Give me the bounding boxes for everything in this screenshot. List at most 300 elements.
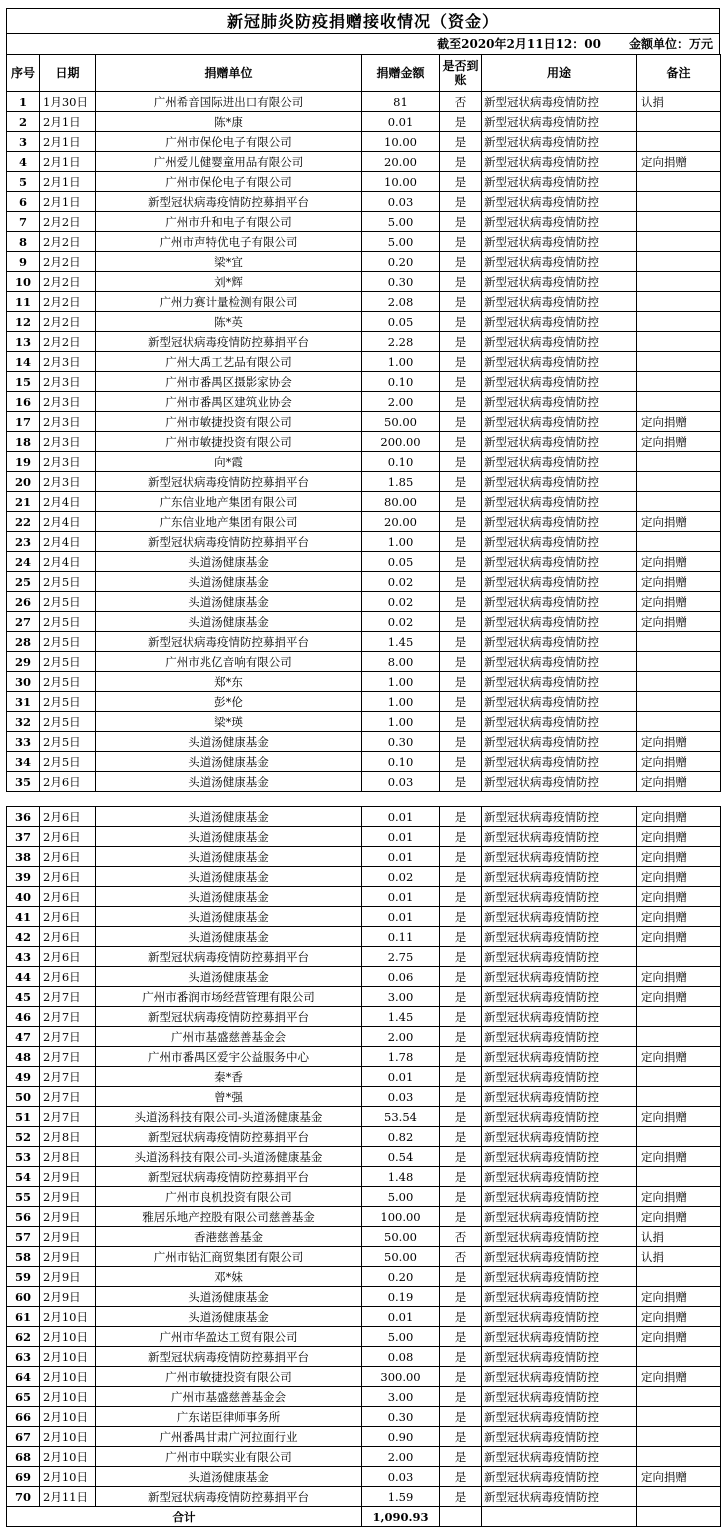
row-date: 2月2日 [40,332,96,352]
row-amount: 0.01 [362,907,440,927]
row-date: 2月5日 [40,692,96,712]
row-donor: 郑*东 [96,672,362,692]
row-index: 6 [7,192,40,212]
row-donor: 广州市番润市场经营管理有限公司 [96,987,362,1007]
table-row [7,572,721,592]
row-index: 45 [7,987,40,1007]
row-index: 42 [7,927,40,947]
row-index: 63 [7,1347,40,1367]
row-index: 58 [7,1247,40,1267]
row-amount: 0.02 [362,592,440,612]
table-row [7,1087,721,1107]
row-note [637,712,721,732]
row-received: 是 [440,212,482,232]
row-amount: 0.10 [362,372,440,392]
row-donor: 头道汤健康基金 [96,1467,362,1487]
row-donor: 梁*宜 [96,252,362,272]
row-received: 是 [440,1427,482,1447]
table-row [7,512,721,532]
donation-sheet [6,8,720,1527]
row-note [637,292,721,312]
row-index: 32 [7,712,40,732]
row-purpose: 新型冠状病毒疫情防控 [482,1227,637,1247]
row-donor: 彭*伦 [96,692,362,712]
table-row [7,1187,721,1207]
row-donor: 广州市番禺区摄影家协会 [96,372,362,392]
row-purpose: 新型冠状病毒疫情防控 [482,1207,637,1227]
row-note: 定向捐赠 [637,1287,721,1307]
row-note: 定向捐赠 [637,772,721,792]
row-index: 28 [7,632,40,652]
row-amount: 1.78 [362,1047,440,1067]
row-amount: 2.75 [362,947,440,967]
row-note [637,1167,721,1187]
col-header-amount: 捐赠金额 [362,55,440,92]
row-note [637,632,721,652]
row-donor: 新型冠状病毒疫情防控募捐平台 [96,1167,362,1187]
row-index: 47 [7,1027,40,1047]
row-date: 2月9日 [40,1267,96,1287]
row-received: 是 [440,1307,482,1327]
row-index: 11 [7,292,40,312]
row-date: 2月2日 [40,232,96,252]
row-received: 是 [440,947,482,967]
row-amount: 0.01 [362,847,440,867]
row-purpose: 新型冠状病毒疫情防控 [482,652,637,672]
row-date: 2月8日 [40,1147,96,1167]
row-date: 2月5日 [40,752,96,772]
row-received: 是 [440,652,482,672]
table-row [7,752,721,772]
row-received: 是 [440,692,482,712]
table-row [7,967,721,987]
table-row [7,1287,721,1307]
table-row [7,452,721,472]
row-donor: 广州市升和电子有限公司 [96,212,362,232]
row-received: 是 [440,132,482,152]
row-donor: 雅居乐地产控股有限公司慈善基金 [96,1207,362,1227]
row-amount: 0.11 [362,927,440,947]
page-break-cell [482,792,637,807]
row-received: 是 [440,632,482,652]
row-date: 2月7日 [40,1007,96,1027]
row-amount: 200.00 [362,432,440,452]
row-date: 2月1日 [40,172,96,192]
row-index: 18 [7,432,40,452]
row-date: 2月9日 [40,1207,96,1227]
row-index: 13 [7,332,40,352]
row-note: 定向捐赠 [637,927,721,947]
row-donor: 广州市良机投资有限公司 [96,1187,362,1207]
row-note [637,392,721,412]
row-note [637,232,721,252]
row-index: 24 [7,552,40,572]
table-row [7,232,721,252]
row-amount: 0.54 [362,1147,440,1167]
row-note: 定向捐赠 [637,432,721,452]
table-row [7,1347,721,1367]
row-date: 2月6日 [40,847,96,867]
row-note: 定向捐赠 [637,847,721,867]
table-row [7,212,721,232]
row-purpose: 新型冠状病毒疫情防控 [482,807,637,827]
row-purpose: 新型冠状病毒疫情防控 [482,1127,637,1147]
row-date: 2月4日 [40,492,96,512]
row-date: 2月7日 [40,987,96,1007]
table-row [7,1247,721,1267]
row-purpose: 新型冠状病毒疫情防控 [482,532,637,552]
row-note [637,212,721,232]
row-index: 57 [7,1227,40,1247]
row-purpose: 新型冠状病毒疫情防控 [482,512,637,532]
row-purpose: 新型冠状病毒疫情防控 [482,172,637,192]
row-purpose: 新型冠状病毒疫情防控 [482,1387,637,1407]
row-received: 是 [440,1207,482,1227]
table-row [7,1307,721,1327]
row-received: 是 [440,1467,482,1487]
row-note: 定向捐赠 [637,907,721,927]
row-purpose: 新型冠状病毒疫情防控 [482,332,637,352]
row-note: 定向捐赠 [637,732,721,752]
row-amount: 0.30 [362,272,440,292]
row-index: 44 [7,967,40,987]
row-index: 2 [7,112,40,132]
col-header-date: 日期 [40,55,96,92]
row-purpose: 新型冠状病毒疫情防控 [482,492,637,512]
row-received: 是 [440,827,482,847]
row-donor: 香港慈善基金 [96,1227,362,1247]
row-purpose: 新型冠状病毒疫情防控 [482,1487,637,1507]
row-index: 5 [7,172,40,192]
row-amount: 1.00 [362,672,440,692]
row-date: 2月7日 [40,1067,96,1087]
row-amount: 0.82 [362,1127,440,1147]
row-amount: 1.85 [362,472,440,492]
total-empty [440,1507,482,1527]
row-index: 38 [7,847,40,867]
row-index: 69 [7,1467,40,1487]
row-date: 2月7日 [40,1107,96,1127]
row-note: 定向捐赠 [637,1207,721,1227]
row-purpose: 新型冠状病毒疫情防控 [482,927,637,947]
row-purpose: 新型冠状病毒疫情防控 [482,312,637,332]
row-received: 是 [440,252,482,272]
table-row [7,352,721,372]
row-date: 2月2日 [40,292,96,312]
row-amount: 81 [362,92,440,112]
row-donor: 广州市保伦电子有限公司 [96,172,362,192]
row-purpose: 新型冠状病毒疫情防控 [482,232,637,252]
table-row [7,987,721,1007]
table-row [7,907,721,927]
row-date: 2月3日 [40,352,96,372]
row-date: 1月30日 [40,92,96,112]
row-received: 是 [440,927,482,947]
table-row [7,1027,721,1047]
row-donor: 广州力赛计量检测有限公司 [96,292,362,312]
row-received: 是 [440,1387,482,1407]
row-amount: 0.90 [362,1427,440,1447]
row-amount: 50.00 [362,1247,440,1267]
row-amount: 2.00 [362,1447,440,1467]
table-row [7,192,721,212]
row-date: 2月6日 [40,887,96,907]
row-amount: 0.01 [362,887,440,907]
row-date: 2月5日 [40,592,96,612]
table-row [7,332,721,352]
row-donor: 广州市华盈达工贸有限公司 [96,1327,362,1347]
table-body [7,92,721,1527]
row-note [637,1447,721,1467]
row-received: 是 [440,292,482,312]
row-note: 定向捐赠 [637,987,721,1007]
row-note [637,452,721,472]
row-date: 2月10日 [40,1427,96,1447]
table-row [7,1147,721,1167]
row-received: 是 [440,1147,482,1167]
row-amount: 300.00 [362,1367,440,1387]
row-donor: 新型冠状病毒疫情防控募捐平台 [96,192,362,212]
row-received: 是 [440,1107,482,1127]
row-note [637,1407,721,1427]
row-received: 是 [440,1187,482,1207]
row-donor: 头道汤科技有限公司-头道汤健康基金 [96,1147,362,1167]
row-date: 2月6日 [40,867,96,887]
row-received: 是 [440,192,482,212]
row-purpose: 新型冠状病毒疫情防控 [482,947,637,967]
row-donor: 刘*辉 [96,272,362,292]
table-row [7,1427,721,1447]
row-note [637,132,721,152]
row-received: 是 [440,1327,482,1347]
row-amount: 5.00 [362,212,440,232]
row-note [637,1387,721,1407]
page-break-cell [96,792,362,807]
table-row [7,412,721,432]
row-purpose: 新型冠状病毒疫情防控 [482,1027,637,1047]
row-note [637,492,721,512]
row-note: 定向捐赠 [637,1367,721,1387]
row-note [637,172,721,192]
row-date: 2月5日 [40,732,96,752]
row-received: 是 [440,1047,482,1067]
row-index: 21 [7,492,40,512]
row-date: 2月1日 [40,112,96,132]
donation-table [6,54,721,1527]
row-amount: 0.01 [362,112,440,132]
row-note [637,312,721,332]
row-purpose: 新型冠状病毒疫情防控 [482,1267,637,1287]
cutoff-time: 截至2020年2月11日12：00 [437,37,601,51]
row-index: 37 [7,827,40,847]
table-row [7,887,721,907]
row-date: 2月2日 [40,272,96,292]
table-row [7,1207,721,1227]
row-date: 2月10日 [40,1367,96,1387]
row-note [637,652,721,672]
row-purpose: 新型冠状病毒疫情防控 [482,632,637,652]
row-amount: 1.45 [362,632,440,652]
row-purpose: 新型冠状病毒疫情防控 [482,1087,637,1107]
table-row [7,152,721,172]
row-index: 64 [7,1367,40,1387]
row-amount: 0.03 [362,1087,440,1107]
row-date: 2月3日 [40,372,96,392]
row-note [637,1487,721,1507]
row-date: 2月10日 [40,1447,96,1467]
row-received: 是 [440,1487,482,1507]
row-donor: 陈*英 [96,312,362,332]
table-row [7,1407,721,1427]
table-row [7,112,721,132]
row-index: 70 [7,1487,40,1507]
row-date: 2月5日 [40,612,96,632]
row-amount: 2.00 [362,1027,440,1047]
row-date: 2月10日 [40,1307,96,1327]
row-received: 是 [440,672,482,692]
table-row [7,492,721,512]
row-date: 2月5日 [40,632,96,652]
table-row [7,1007,721,1027]
row-donor: 广州希音国际进出口有限公司 [96,92,362,112]
row-amount: 3.00 [362,987,440,1007]
row-received: 是 [440,867,482,887]
table-row [7,132,721,152]
row-received: 是 [440,232,482,252]
row-index: 46 [7,1007,40,1027]
row-purpose: 新型冠状病毒疫情防控 [482,432,637,452]
row-date: 2月6日 [40,907,96,927]
row-donor: 广州市钻汇商贸集团有限公司 [96,1247,362,1267]
row-note [637,112,721,132]
table-row [7,772,721,792]
table-row [7,692,721,712]
row-donor: 秦*香 [96,1067,362,1087]
row-note [637,1067,721,1087]
row-note [637,672,721,692]
row-index: 49 [7,1067,40,1087]
row-donor: 新型冠状病毒疫情防控募捐平台 [96,1487,362,1507]
row-donor: 头道汤健康基金 [96,1307,362,1327]
row-received: 是 [440,1367,482,1387]
row-donor: 广州市保伦电子有限公司 [96,132,362,152]
row-amount: 0.02 [362,612,440,632]
row-purpose: 新型冠状病毒疫情防控 [482,152,637,172]
row-amount: 2.00 [362,392,440,412]
col-header-purpose: 用途 [482,55,637,92]
row-donor: 头道汤健康基金 [96,907,362,927]
row-note: 认捐 [637,1227,721,1247]
row-donor: 头道汤健康基金 [96,732,362,752]
row-received: 是 [440,1087,482,1107]
row-amount: 10.00 [362,172,440,192]
row-donor: 新型冠状病毒疫情防控募捐平台 [96,1127,362,1147]
row-donor: 头道汤健康基金 [96,867,362,887]
row-amount: 0.05 [362,552,440,572]
row-donor: 陈*康 [96,112,362,132]
row-amount: 5.00 [362,232,440,252]
page-title: 新冠肺炎防疫捐赠接收情况（资金） [6,8,720,34]
row-date: 2月9日 [40,1247,96,1267]
row-date: 2月4日 [40,512,96,532]
row-donor: 邓*妹 [96,1267,362,1287]
row-received: 是 [440,152,482,172]
row-index: 60 [7,1287,40,1307]
row-received: 是 [440,887,482,907]
row-date: 2月10日 [40,1467,96,1487]
row-note [637,352,721,372]
row-received: 是 [440,1287,482,1307]
row-date: 2月2日 [40,212,96,232]
row-purpose: 新型冠状病毒疫情防控 [482,1427,637,1447]
row-date: 2月2日 [40,312,96,332]
row-received: 是 [440,432,482,452]
row-donor: 广东信业地产集团有限公司 [96,492,362,512]
row-received: 是 [440,172,482,192]
row-received: 是 [440,1347,482,1367]
row-received: 是 [440,807,482,827]
row-received: 是 [440,732,482,752]
row-note [637,1127,721,1147]
row-index: 56 [7,1207,40,1227]
row-purpose: 新型冠状病毒疫情防控 [482,1107,637,1127]
row-received: 是 [440,1267,482,1287]
row-amount: 0.05 [362,312,440,332]
row-received: 是 [440,752,482,772]
row-received: 是 [440,352,482,372]
table-row [7,927,721,947]
row-note [637,1087,721,1107]
row-index: 65 [7,1387,40,1407]
row-received: 是 [440,312,482,332]
row-purpose: 新型冠状病毒疫情防控 [482,1067,637,1087]
row-donor: 头道汤健康基金 [96,552,362,572]
row-date: 2月7日 [40,1087,96,1107]
row-date: 2月9日 [40,1287,96,1307]
row-purpose: 新型冠状病毒疫情防控 [482,887,637,907]
row-date: 2月8日 [40,1127,96,1147]
row-received: 是 [440,1447,482,1467]
row-purpose: 新型冠状病毒疫情防控 [482,1447,637,1467]
row-date: 2月9日 [40,1227,96,1247]
row-index: 33 [7,732,40,752]
row-received: 是 [440,967,482,987]
row-index: 48 [7,1047,40,1067]
row-index: 68 [7,1447,40,1467]
row-donor: 广州市声特优电子有限公司 [96,232,362,252]
row-purpose: 新型冠状病毒疫情防控 [482,1047,637,1067]
row-donor: 头道汤健康基金 [96,772,362,792]
table-row [7,472,721,492]
row-purpose: 新型冠状病毒疫情防控 [482,292,637,312]
row-purpose: 新型冠状病毒疫情防控 [482,1327,637,1347]
table-row [7,672,721,692]
row-donor: 新型冠状病毒疫情防控募捐平台 [96,632,362,652]
table-row [7,252,721,272]
row-received: 否 [440,1247,482,1267]
table-row [7,807,721,827]
row-note [637,1427,721,1447]
row-donor: 广州市基盛慈善基金会 [96,1027,362,1047]
row-donor: 新型冠状病毒疫情防控募捐平台 [96,472,362,492]
row-note [637,252,721,272]
row-purpose: 新型冠状病毒疫情防控 [482,772,637,792]
row-date: 2月5日 [40,712,96,732]
table-row [7,732,721,752]
row-date: 2月4日 [40,532,96,552]
col-header-note: 备注 [637,55,721,92]
row-donor: 头道汤健康基金 [96,612,362,632]
